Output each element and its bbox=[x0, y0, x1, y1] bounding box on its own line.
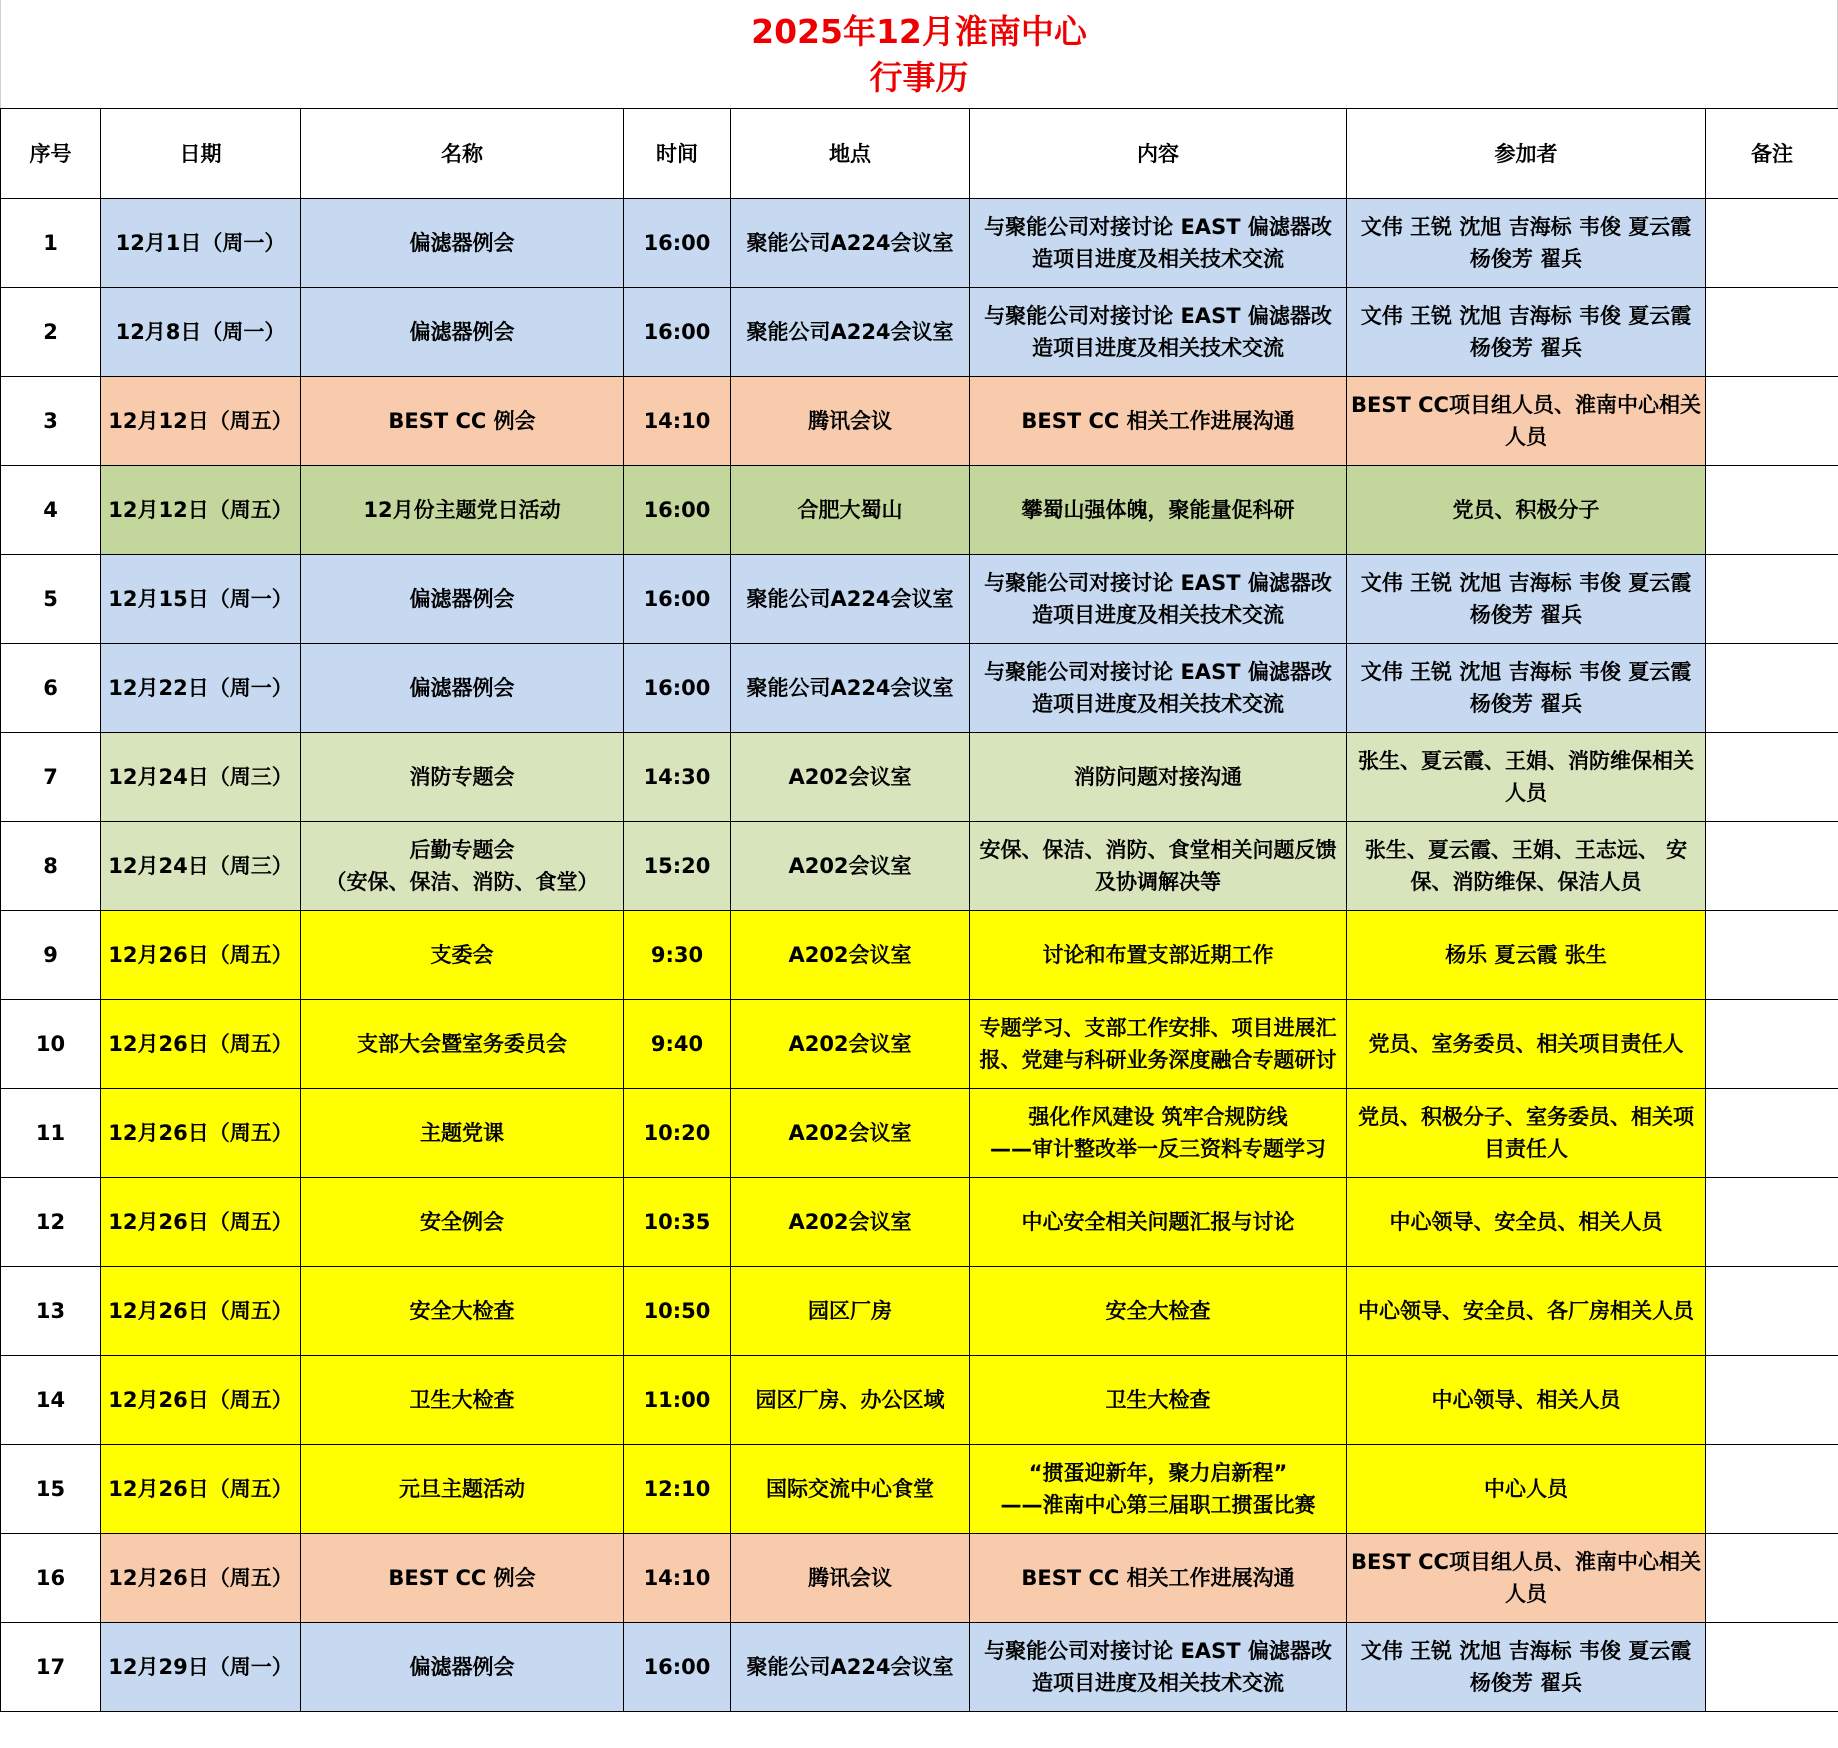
cell-content bbox=[970, 822, 1347, 911]
cell-time bbox=[624, 911, 731, 1000]
cell-seq-text: 17 bbox=[35, 1655, 66, 1679]
cell-date bbox=[101, 1089, 301, 1178]
cell-seq-text: 13 bbox=[35, 1299, 66, 1323]
table-row bbox=[1, 466, 1838, 555]
cell-date-text: 12月26日（周五） bbox=[108, 1388, 293, 1412]
column-header-participants: 参加者 bbox=[1347, 109, 1706, 199]
cell-seq bbox=[1, 1089, 101, 1178]
column-header-seq: 序号 bbox=[1, 109, 101, 199]
cell-date bbox=[101, 466, 301, 555]
cell-time bbox=[624, 733, 731, 822]
cell-time-text: 14:30 bbox=[643, 765, 711, 789]
cell-name-text: 主题党课 bbox=[420, 1121, 504, 1145]
cell-time-text: 12:10 bbox=[643, 1477, 711, 1501]
cell-note bbox=[1706, 1178, 1838, 1267]
table-row bbox=[1, 377, 1838, 466]
cell-time bbox=[624, 822, 731, 911]
cell-participants-text: 党员、积极分子 bbox=[1452, 498, 1600, 522]
cell-seq bbox=[1, 466, 101, 555]
cell-time-text: 9:40 bbox=[650, 1032, 704, 1056]
cell-time bbox=[624, 644, 731, 733]
cell-participants bbox=[1347, 911, 1706, 1000]
table-row bbox=[1, 911, 1838, 1000]
page-subtitle: 行事历 bbox=[869, 58, 969, 97]
cell-date bbox=[101, 822, 301, 911]
cell-place bbox=[731, 733, 970, 822]
cell-time-text: 14:10 bbox=[643, 409, 711, 433]
cell-participants-text: 中心领导、安全员、各厂房相关人员 bbox=[1358, 1299, 1694, 1323]
cell-time bbox=[624, 1178, 731, 1267]
cell-seq bbox=[1, 1000, 101, 1089]
cell-seq-text: 4 bbox=[43, 498, 58, 522]
cell-time bbox=[624, 555, 731, 644]
cell-name bbox=[301, 199, 624, 288]
cell-seq-text: 7 bbox=[43, 765, 58, 789]
cell-content-text: 卫生大检查 bbox=[1105, 1388, 1211, 1412]
cell-seq-text: 10 bbox=[35, 1032, 66, 1056]
cell-content bbox=[970, 733, 1347, 822]
cell-content bbox=[970, 1445, 1347, 1534]
cell-seq bbox=[1, 1534, 101, 1623]
cell-place bbox=[731, 644, 970, 733]
cell-time-text: 16:00 bbox=[643, 676, 711, 700]
cell-date-text: 12月8日（周一） bbox=[115, 320, 286, 344]
cell-place-text: 聚能公司A224会议室 bbox=[746, 231, 954, 255]
cell-time-text: 10:35 bbox=[643, 1210, 711, 1234]
cell-name-text: 安全例会 bbox=[420, 1210, 504, 1234]
cell-seq-text: 6 bbox=[43, 676, 58, 700]
cell-time-text: 10:50 bbox=[643, 1299, 711, 1323]
cell-time-text: 9:30 bbox=[650, 943, 704, 967]
cell-date bbox=[101, 911, 301, 1000]
table-row bbox=[1, 1089, 1838, 1178]
cell-content-text: 中心安全相关问题汇报与讨论 bbox=[1021, 1210, 1295, 1234]
cell-place bbox=[731, 1000, 970, 1089]
cell-content bbox=[970, 377, 1347, 466]
cell-name-text: 偏滤器例会 bbox=[409, 587, 515, 611]
cell-name bbox=[301, 288, 624, 377]
cell-place bbox=[731, 1089, 970, 1178]
cell-place-text: A202会议室 bbox=[788, 1032, 912, 1056]
cell-note bbox=[1706, 1534, 1838, 1623]
cell-date-text: 12月26日（周五） bbox=[108, 1210, 293, 1234]
cell-date-text: 12月24日（周三） bbox=[108, 854, 293, 878]
cell-place bbox=[731, 911, 970, 1000]
cell-seq bbox=[1, 1178, 101, 1267]
cell-time-text: 16:00 bbox=[643, 1655, 711, 1679]
table-row bbox=[1, 1445, 1838, 1534]
column-header-place: 地点 bbox=[731, 109, 970, 199]
cell-content-text: BEST CC 相关工作进展沟通 bbox=[1021, 409, 1295, 433]
cell-seq bbox=[1, 822, 101, 911]
cell-seq bbox=[1, 1445, 101, 1534]
cell-date bbox=[101, 1445, 301, 1534]
cell-place-text: A202会议室 bbox=[788, 854, 912, 878]
cell-time-text: 16:00 bbox=[643, 320, 711, 344]
cell-time bbox=[624, 1000, 731, 1089]
cell-name bbox=[301, 377, 624, 466]
cell-name-text: 元旦主题活动 bbox=[399, 1477, 525, 1501]
cell-content-text: 与聚能公司对接讨论 EAST 偏滤器改造项目进度及相关技术交流 bbox=[984, 1639, 1332, 1695]
cell-seq-text: 9 bbox=[43, 943, 58, 967]
cell-seq-text: 12 bbox=[35, 1210, 66, 1234]
cell-participants bbox=[1347, 1178, 1706, 1267]
cell-place-text: 国际交流中心食堂 bbox=[766, 1477, 934, 1501]
cell-content-text: “掼蛋迎新年，聚力启新程” ——淮南中心第三届职工掼蛋比赛 bbox=[1000, 1461, 1316, 1517]
cell-participants-text: 党员、室务委员、相关项目责任人 bbox=[1368, 1032, 1684, 1056]
cell-time-text: 14:10 bbox=[643, 1566, 711, 1590]
cell-content bbox=[970, 644, 1347, 733]
cell-date-text: 12月26日（周五） bbox=[108, 1566, 293, 1590]
cell-participants bbox=[1347, 1534, 1706, 1623]
cell-place bbox=[731, 555, 970, 644]
cell-place bbox=[731, 1445, 970, 1534]
cell-content bbox=[970, 1000, 1347, 1089]
cell-name bbox=[301, 1356, 624, 1445]
cell-note bbox=[1706, 911, 1838, 1000]
cell-content-text: 消防问题对接沟通 bbox=[1074, 765, 1242, 789]
cell-content-text: 攀蜀山强体魄，聚能量促科研 bbox=[1021, 498, 1295, 522]
cell-seq bbox=[1, 1267, 101, 1356]
table-row bbox=[1, 1623, 1838, 1712]
cell-name bbox=[301, 1534, 624, 1623]
table-row bbox=[1, 1267, 1838, 1356]
cell-participants-text: 杨乐 夏云霞 张生 bbox=[1445, 943, 1607, 967]
cell-participants-text: 党员、积极分子、室务委员、相关项目责任人 bbox=[1358, 1105, 1694, 1161]
cell-date-text: 12月15日（周一） bbox=[108, 587, 293, 611]
cell-date-text: 12月26日（周五） bbox=[108, 1032, 293, 1056]
cell-content bbox=[970, 555, 1347, 644]
cell-content-text: 与聚能公司对接讨论 EAST 偏滤器改造项目进度及相关技术交流 bbox=[984, 304, 1332, 360]
cell-time bbox=[624, 199, 731, 288]
cell-note bbox=[1706, 1445, 1838, 1534]
cell-participants-text: 文伟 王锐 沈旭 吉海标 韦俊 夏云霞 杨俊芳 翟兵 bbox=[1360, 215, 1692, 271]
schedule-table bbox=[0, 108, 1838, 1712]
cell-seq-text: 15 bbox=[35, 1477, 66, 1501]
cell-date-text: 12月12日（周五） bbox=[108, 409, 293, 433]
cell-time bbox=[624, 288, 731, 377]
table-row bbox=[1, 1000, 1838, 1089]
cell-date bbox=[101, 199, 301, 288]
cell-participants-text: 中心人员 bbox=[1484, 1477, 1568, 1501]
cell-participants bbox=[1347, 1089, 1706, 1178]
cell-date-text: 12月26日（周五） bbox=[108, 1121, 293, 1145]
cell-participants-text: 张生、夏云霞、王娟、王志远、 安保、消防维保、保洁人员 bbox=[1364, 838, 1688, 894]
cell-place bbox=[731, 377, 970, 466]
cell-date bbox=[101, 288, 301, 377]
table-row bbox=[1, 288, 1838, 377]
title-area bbox=[0, 0, 1838, 108]
cell-note bbox=[1706, 555, 1838, 644]
cell-content bbox=[970, 466, 1347, 555]
cell-name bbox=[301, 911, 624, 1000]
column-header-date: 日期 bbox=[101, 109, 301, 199]
cell-name-text: 偏滤器例会 bbox=[409, 1655, 515, 1679]
cell-seq-text: 3 bbox=[43, 409, 58, 433]
cell-date bbox=[101, 1623, 301, 1712]
cell-seq-text: 11 bbox=[35, 1121, 66, 1145]
header-row bbox=[1, 109, 1838, 199]
cell-date bbox=[101, 1267, 301, 1356]
cell-name-text: 偏滤器例会 bbox=[409, 320, 515, 344]
cell-time bbox=[624, 1089, 731, 1178]
cell-name bbox=[301, 1623, 624, 1712]
table-row bbox=[1, 733, 1838, 822]
cell-place bbox=[731, 199, 970, 288]
cell-seq bbox=[1, 911, 101, 1000]
cell-name bbox=[301, 822, 624, 911]
cell-seq bbox=[1, 733, 101, 822]
cell-participants bbox=[1347, 1267, 1706, 1356]
cell-participants-text: 文伟 王锐 沈旭 吉海标 韦俊 夏云霞 杨俊芳 翟兵 bbox=[1360, 304, 1692, 360]
cell-place bbox=[731, 466, 970, 555]
cell-date-text: 12月12日（周五） bbox=[108, 498, 293, 522]
cell-date bbox=[101, 644, 301, 733]
cell-content-text: 与聚能公司对接讨论 EAST 偏滤器改造项目进度及相关技术交流 bbox=[984, 215, 1332, 271]
cell-date bbox=[101, 733, 301, 822]
cell-name-text: BEST CC 例会 bbox=[388, 1566, 536, 1590]
cell-seq-text: 8 bbox=[43, 854, 58, 878]
cell-participants bbox=[1347, 1445, 1706, 1534]
cell-content bbox=[970, 1623, 1347, 1712]
cell-name-text: BEST CC 例会 bbox=[388, 409, 536, 433]
cell-content bbox=[970, 1089, 1347, 1178]
cell-place-text: 园区厂房 bbox=[808, 1299, 892, 1323]
cell-participants bbox=[1347, 199, 1706, 288]
table-row bbox=[1, 1356, 1838, 1445]
cell-content-text: 专题学习、支部工作安排、项目进展汇报、党建与科研业务深度融合专题研讨 bbox=[979, 1016, 1337, 1072]
column-header-time: 时间 bbox=[624, 109, 731, 199]
cell-date-text: 12月22日（周一） bbox=[108, 676, 293, 700]
cell-content bbox=[970, 288, 1347, 377]
cell-time-text: 15:20 bbox=[643, 854, 711, 878]
cell-participants-text: 中心领导、安全员、相关人员 bbox=[1389, 1210, 1663, 1234]
cell-participants-text: 文伟 王锐 沈旭 吉海标 韦俊 夏云霞 杨俊芳 翟兵 bbox=[1360, 571, 1692, 627]
cell-content bbox=[970, 1178, 1347, 1267]
cell-seq bbox=[1, 288, 101, 377]
cell-name bbox=[301, 1089, 624, 1178]
cell-seq bbox=[1, 1356, 101, 1445]
cell-date-text: 12月29日（周一） bbox=[108, 1655, 293, 1679]
table-row bbox=[1, 555, 1838, 644]
page-title: 2025年12月淮南中心 bbox=[751, 12, 1087, 51]
cell-content bbox=[970, 1534, 1347, 1623]
cell-participants-text: 文伟 王锐 沈旭 吉海标 韦俊 夏云霞 杨俊芳 翟兵 bbox=[1360, 1639, 1692, 1695]
cell-place-text: A202会议室 bbox=[788, 1210, 912, 1234]
cell-place-text: A202会议室 bbox=[788, 765, 912, 789]
cell-participants bbox=[1347, 822, 1706, 911]
cell-note bbox=[1706, 644, 1838, 733]
cell-content-text: 讨论和布置支部近期工作 bbox=[1042, 943, 1274, 967]
cell-participants-text: 中心领导、相关人员 bbox=[1431, 1388, 1621, 1412]
cell-name-text: 后勤专题会 （安保、保洁、消防、食堂） bbox=[325, 838, 599, 894]
cell-seq bbox=[1, 644, 101, 733]
cell-date bbox=[101, 1178, 301, 1267]
cell-content bbox=[970, 911, 1347, 1000]
cell-note bbox=[1706, 1623, 1838, 1712]
cell-seq bbox=[1, 1623, 101, 1712]
cell-content-text: 安全大检查 bbox=[1105, 1299, 1211, 1323]
cell-date bbox=[101, 377, 301, 466]
cell-date-text: 12月26日（周五） bbox=[108, 1477, 293, 1501]
cell-date-text: 12月1日（周一） bbox=[115, 231, 286, 255]
cell-participants bbox=[1347, 377, 1706, 466]
cell-content-text: 与聚能公司对接讨论 EAST 偏滤器改造项目进度及相关技术交流 bbox=[984, 571, 1332, 627]
cell-note bbox=[1706, 466, 1838, 555]
table-row bbox=[1, 1178, 1838, 1267]
cell-name bbox=[301, 1445, 624, 1534]
cell-participants-text: BEST CC项目组人员、淮南中心相关人员 bbox=[1351, 393, 1701, 449]
column-header-content: 内容 bbox=[970, 109, 1347, 199]
cell-time bbox=[624, 466, 731, 555]
cell-name bbox=[301, 555, 624, 644]
cell-participants bbox=[1347, 1623, 1706, 1712]
cell-seq bbox=[1, 377, 101, 466]
cell-time-text: 10:20 bbox=[643, 1121, 711, 1145]
table-row bbox=[1, 822, 1838, 911]
cell-time bbox=[624, 1623, 731, 1712]
cell-participants bbox=[1347, 644, 1706, 733]
table-row bbox=[1, 644, 1838, 733]
cell-participants-text: 张生、夏云霞、王娟、消防维保相关人员 bbox=[1358, 749, 1694, 805]
cell-place bbox=[731, 1267, 970, 1356]
cell-place-text: A202会议室 bbox=[788, 1121, 912, 1145]
cell-participants-text: BEST CC项目组人员、淮南中心相关人员 bbox=[1351, 1550, 1701, 1606]
cell-seq-text: 16 bbox=[35, 1566, 66, 1590]
cell-participants bbox=[1347, 1000, 1706, 1089]
cell-note bbox=[1706, 733, 1838, 822]
cell-note bbox=[1706, 822, 1838, 911]
cell-place-text: 合肥大蜀山 bbox=[797, 498, 903, 522]
cell-place-text: 腾讯会议 bbox=[808, 1566, 892, 1590]
cell-date bbox=[101, 1534, 301, 1623]
cell-name-text: 12月份主题党日活动 bbox=[363, 498, 561, 522]
cell-name-text: 偏滤器例会 bbox=[409, 231, 515, 255]
cell-participants bbox=[1347, 733, 1706, 822]
cell-content-text: BEST CC 相关工作进展沟通 bbox=[1021, 1566, 1295, 1590]
cell-time bbox=[624, 1267, 731, 1356]
cell-content bbox=[970, 1356, 1347, 1445]
column-header-note: 备注 bbox=[1706, 109, 1838, 199]
cell-name-text: 消防专题会 bbox=[409, 765, 515, 789]
cell-place bbox=[731, 1534, 970, 1623]
cell-note bbox=[1706, 377, 1838, 466]
cell-place-text: 园区厂房、办公区域 bbox=[755, 1388, 945, 1412]
cell-seq bbox=[1, 199, 101, 288]
cell-note bbox=[1706, 288, 1838, 377]
cell-date-text: 12月26日（周五） bbox=[108, 1299, 293, 1323]
cell-participants bbox=[1347, 1356, 1706, 1445]
cell-place-text: 聚能公司A224会议室 bbox=[746, 587, 954, 611]
cell-content bbox=[970, 199, 1347, 288]
cell-time-text: 16:00 bbox=[643, 498, 711, 522]
cell-note bbox=[1706, 1356, 1838, 1445]
cell-seq-text: 2 bbox=[43, 320, 58, 344]
table-row bbox=[1, 1534, 1838, 1623]
cell-place-text: 聚能公司A224会议室 bbox=[746, 320, 954, 344]
cell-place-text: A202会议室 bbox=[788, 943, 912, 967]
cell-seq-text: 5 bbox=[43, 587, 58, 611]
cell-place bbox=[731, 1623, 970, 1712]
cell-time-text: 16:00 bbox=[643, 231, 711, 255]
cell-time bbox=[624, 1534, 731, 1623]
cell-date bbox=[101, 555, 301, 644]
cell-name-text: 卫生大检查 bbox=[409, 1388, 515, 1412]
cell-place-text: 聚能公司A224会议室 bbox=[746, 676, 954, 700]
cell-place bbox=[731, 1178, 970, 1267]
cell-name-text: 安全大检查 bbox=[409, 1299, 515, 1323]
cell-date bbox=[101, 1000, 301, 1089]
cell-name bbox=[301, 733, 624, 822]
cell-content-text: 与聚能公司对接讨论 EAST 偏滤器改造项目进度及相关技术交流 bbox=[984, 660, 1332, 716]
cell-note bbox=[1706, 1089, 1838, 1178]
cell-place-text: 腾讯会议 bbox=[808, 409, 892, 433]
cell-time bbox=[624, 1445, 731, 1534]
cell-date-text: 12月26日（周五） bbox=[108, 943, 293, 967]
cell-content-text: 强化作风建设 筑牢合规防线 ——审计整改举一反三资料专题学习 bbox=[990, 1105, 1326, 1161]
cell-name bbox=[301, 466, 624, 555]
cell-name bbox=[301, 1178, 624, 1267]
column-header-name: 名称 bbox=[301, 109, 624, 199]
cell-date-text: 12月24日（周三） bbox=[108, 765, 293, 789]
table-row bbox=[1, 199, 1838, 288]
cell-time bbox=[624, 1356, 731, 1445]
cell-content-text: 安保、保洁、消防、食堂相关问题反馈及协调解决等 bbox=[979, 838, 1337, 894]
cell-place bbox=[731, 1356, 970, 1445]
cell-participants bbox=[1347, 466, 1706, 555]
cell-seq bbox=[1, 555, 101, 644]
cell-participants bbox=[1347, 555, 1706, 644]
cell-seq-text: 14 bbox=[35, 1388, 66, 1412]
cell-name bbox=[301, 1000, 624, 1089]
cell-date bbox=[101, 1356, 301, 1445]
cell-name bbox=[301, 1267, 624, 1356]
cell-note bbox=[1706, 1267, 1838, 1356]
cell-name-text: 支部大会暨室务委员会 bbox=[357, 1032, 567, 1056]
cell-content bbox=[970, 1267, 1347, 1356]
cell-name-text: 偏滤器例会 bbox=[409, 676, 515, 700]
cell-time-text: 16:00 bbox=[643, 587, 711, 611]
cell-name bbox=[301, 644, 624, 733]
cell-seq-text: 1 bbox=[43, 231, 58, 255]
cell-place-text: 聚能公司A224会议室 bbox=[746, 1655, 954, 1679]
cell-participants bbox=[1347, 288, 1706, 377]
cell-place bbox=[731, 822, 970, 911]
cell-note bbox=[1706, 199, 1838, 288]
cell-note bbox=[1706, 1000, 1838, 1089]
cell-participants-text: 文伟 王锐 沈旭 吉海标 韦俊 夏云霞 杨俊芳 翟兵 bbox=[1360, 660, 1692, 716]
cell-place bbox=[731, 288, 970, 377]
cell-time bbox=[624, 377, 731, 466]
cell-time-text: 11:00 bbox=[643, 1388, 711, 1412]
cell-name-text: 支委会 bbox=[430, 943, 494, 967]
